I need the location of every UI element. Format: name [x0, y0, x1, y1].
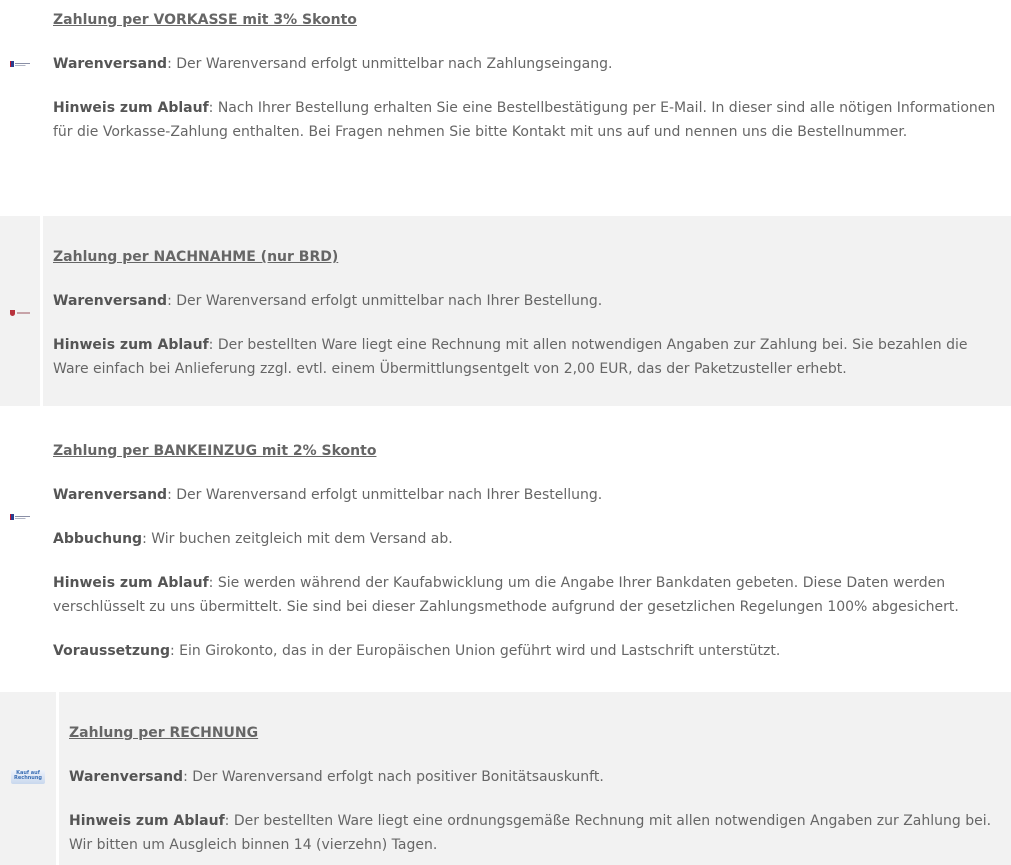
shipping-label: Warenversand	[53, 293, 168, 309]
shipping-label: Warenversand	[53, 487, 168, 503]
process-text: : Der bestellten Ware liegt eine ordnungsgemäße Rechnung mit allen notwendigen Angaben zur Zahlung bei. Wir bitten um Ausgleich binnen 14 (vierzehn) Tagen.	[69, 813, 992, 853]
payment-text-cell	[59, 692, 1011, 865]
process-info	[53, 333, 1003, 381]
invoice-logo-icon: Kauf auf Rechnung	[11, 770, 45, 784]
payment-text-cell	[43, 406, 1011, 692]
payment-icon-cell	[0, 0, 43, 216]
payment-heading: Zahlung per RECHNUNG	[69, 725, 259, 741]
payment-icon-cell	[0, 216, 43, 406]
process-info	[53, 96, 1003, 144]
payment-heading: Zahlung per NACHNAHME (nur BRD)	[53, 249, 339, 265]
shipping-text: : Der Warenversand erfolgt nach positiver Bonitätsauskunft.	[183, 769, 604, 785]
shipping-label: Warenversand	[53, 56, 168, 72]
process-info	[53, 571, 1003, 619]
payment-icon-cell	[0, 406, 43, 692]
payment-heading: Zahlung per VORKASSE mit 3% Skonto	[53, 12, 357, 28]
process-text: : Nach Ihrer Bestellung erhalten Sie eine Bestellbestätigung per E-Mail. In dieser sind alle nötigen Informationen für die Vorkasse-Zahlung enthalten. Bei Fragen nehmen Sie bitte Kontakt mit uns auf und nennen uns die Bestellnummer.	[53, 100, 996, 140]
debit-text: : Wir buchen zeitgleich mit dem Versand ab.	[142, 531, 453, 547]
payment-text-cell	[43, 0, 1011, 216]
shipping-info	[69, 765, 1003, 789]
requirement-info	[53, 639, 1003, 663]
process-label: Hinweis zum Ablauf	[53, 575, 209, 591]
payment-icon-cell	[0, 692, 59, 865]
debit-label: Abbuchung	[53, 531, 143, 547]
payment-row-prepayment	[0, 0, 1011, 216]
debit-info	[53, 527, 1003, 551]
process-text: : Sie werden während der Kaufabwicklung um die Angabe Ihrer Bankdaten gebeten. Diese Daten werden verschlüsselt zu uns übermittelt. Sie sind bei dieser Zahlungsmethode aufgrund der gesetzlichen Regelungen 100% abgesichert.	[53, 575, 959, 615]
cash-on-delivery-logo-icon	[10, 310, 30, 316]
payment-row-cash-on-delivery	[0, 216, 1011, 406]
direct-debit-logo-icon	[10, 514, 30, 520]
prepayment-logo-icon	[10, 61, 30, 67]
requirement-text: : Ein Girokonto, das in der Europäischen Union geführt wird und Lastschrift unterstützt.	[169, 643, 781, 659]
shipping-info	[53, 52, 1003, 76]
payment-heading: Zahlung per BANKEINZUG mit 2% Skonto	[53, 443, 377, 459]
payment-row-invoice	[0, 692, 1011, 865]
process-text: : Der bestellten Ware liegt eine Rechnung mit allen notwendigen Angaben zur Zahlung bei. Sie bezahlen die Ware einfach bei Anlieferung zzgl. evtl. einem Übermittlungsentgelt von 2,00 EUR, das der Paketzusteller erhebt.	[53, 337, 968, 377]
payment-row-direct-debit	[0, 406, 1011, 692]
shipping-text: : Der Warenversand erfolgt unmittelbar nach Zahlungseingang.	[167, 56, 613, 72]
shipping-info	[53, 483, 1003, 507]
shipping-text: : Der Warenversand erfolgt unmittelbar nach Ihrer Bestellung.	[167, 293, 603, 309]
requirement-label: Voraussetzung	[53, 643, 170, 659]
shipping-label: Warenversand	[69, 769, 184, 785]
process-label: Hinweis zum Ablauf	[53, 337, 209, 353]
payment-text-cell	[43, 216, 1011, 406]
shipping-info	[53, 289, 1003, 313]
process-label: Hinweis zum Ablauf	[53, 100, 209, 116]
process-label: Hinweis zum Ablauf	[69, 813, 225, 829]
process-info	[69, 809, 1003, 857]
shipping-text: : Der Warenversand erfolgt unmittelbar nach Ihrer Bestellung.	[167, 487, 603, 503]
